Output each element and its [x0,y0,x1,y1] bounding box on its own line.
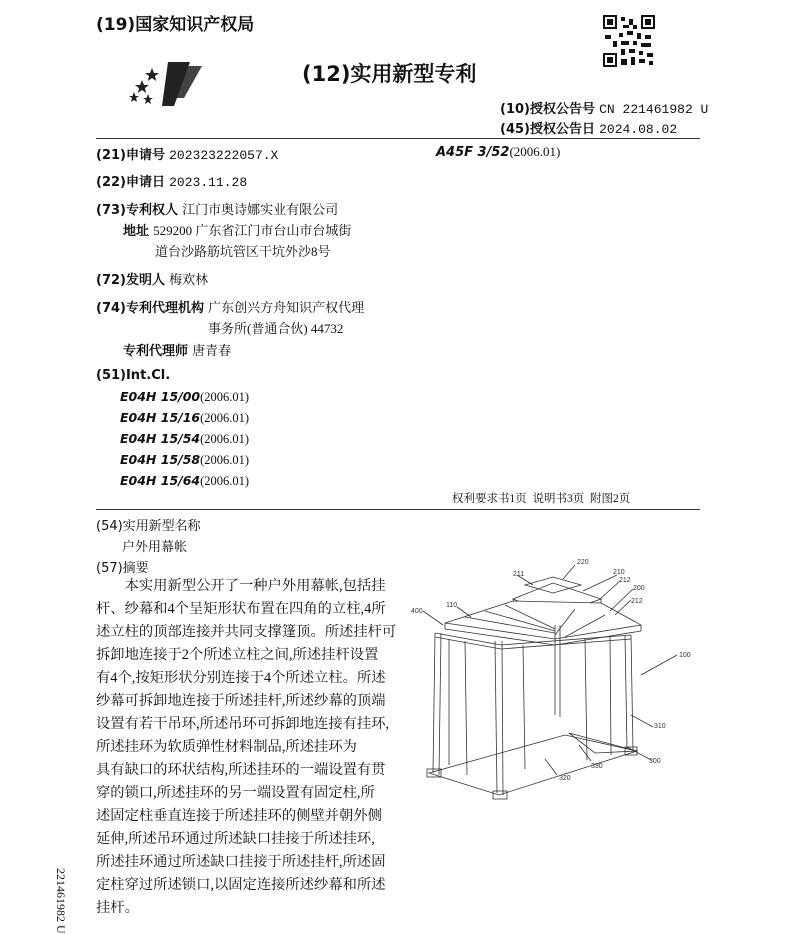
document-type: (12)实用新型专利 [302,62,477,86]
abstract-line: 杆、纱幕和4个呈矩形状布置在四角的立柱,4所 [96,601,386,617]
classification-row [436,144,560,160]
intcl-code: E04H 15/64 [120,473,201,488]
figure-label: 212 [619,577,631,584]
office-name: (19)国家知识产权局 [96,15,255,35]
filing-date: 2023.11.28 [169,175,248,190]
abstract-line: 述固定柱垂直连接于所述挂环的侧壁并朝外侧 [96,808,382,824]
agency-line-2: 事务所(普通合伙) 44732 [208,321,344,336]
intcl-version: (2006.01) [200,411,250,425]
patentee-label: (73)专利权人 [96,203,178,218]
abstract-line: 穿的锁口,所述挂环的另一端设置有固定柱,所 [96,785,375,801]
patent-figure [405,555,705,805]
intcl-row [96,368,170,383]
figure-label: 400 [411,608,423,615]
side-publication-number: 221461982 U [54,868,68,934]
address-row [123,220,351,239]
abstract-line: 拆卸地连接于2个所述立柱之间,所述挂杆设置 [96,647,379,663]
abstract-line: 延伸,所述吊环通过所述缺口挂接于所述挂环, [96,831,375,847]
intcl-item [120,452,249,468]
publication-date-row [500,118,677,137]
inventor-label: (72)发明人 [96,273,165,288]
abstract-line: 纱幕可拆卸地连接于所述挂杆,所述纱幕的顶端 [96,693,386,709]
classification-code: A45F 3/52 [436,145,510,160]
figure-label: 300 [649,758,661,765]
abstract-line: 述立柱的顶部连接并共同支撑篷顶。所述挂杆可 [96,624,397,640]
application-number-row [96,144,278,163]
address-line-2-row [155,241,331,260]
agency-line-1: 广东创兴方舟知识产权代理 [208,300,365,315]
intcl-version: (2006.01) [200,432,250,446]
inventor: 梅欢林 [169,272,209,287]
agency-label: (74)专利代理机构 [96,301,204,316]
address-label: 地址 [123,224,150,239]
figure-label: 210 [613,569,625,576]
intcl-code: E04H 15/54 [120,431,201,446]
abstract-line: 具有缺口的环状结构,所述挂环的一端设置有贯 [96,762,386,778]
figure-label: 220 [577,559,589,566]
intcl-version: (2006.01) [200,390,250,404]
agent: 唐青春 [192,343,232,358]
agency-row [96,297,364,316]
agent-label: 专利代理师 [123,344,189,359]
intcl-code: E04H 15/00 [120,389,201,404]
page-counts: 权利要求书1页 说明书3页 附图2页 [452,493,631,505]
inventor-row [96,269,208,288]
intcl-code: E04H 15/58 [120,452,201,467]
intcl-label: (51)Int.Cl. [96,368,171,383]
abstract-line: 所述挂环通过所述缺口挂接于所述挂杆,所述固 [96,854,386,870]
application-number-label: (21)申请号 [96,148,165,163]
figure-label: 310 [654,723,666,730]
figure-label: 320 [559,775,571,782]
publication-number-label: (10)授权公告号 [500,102,595,117]
office-logo [128,58,208,108]
classification-version: (2006.01) [509,144,561,159]
qr-code [603,15,655,67]
publication-number-row [500,98,708,117]
abstract-line: 定柱穿过所述锁口,以固定连接所述纱幕和所述 [96,877,386,893]
address-line-1: 529200 广东省江门市台山市台城街 [153,223,352,238]
address-line-2: 道台沙路筋坑管区干坑外沙8号 [155,244,331,259]
abstract-line: 本实用新型公开了一种户外用幕帐,包括挂 [96,578,386,594]
section-divider [96,509,700,510]
abstract-line: 所述挂环为软质弹性材料制品,所述挂环为 [96,739,357,755]
figure-label: 211 [513,571,525,578]
abstract-line: 设置有若干吊环,所述吊环可拆卸地连接有挂环, [96,716,390,732]
abstract-line: 挂杆。 [96,900,139,916]
intcl-item [120,389,249,405]
agency-line-2-row [208,318,343,337]
application-number: 202323222057.X [169,148,279,163]
patentee-row [96,199,338,218]
figure-label: 330 [591,763,603,770]
patentee: 江门市奥诗娜实业有限公司 [182,202,339,217]
intcl-version: (2006.01) [200,474,250,488]
figure-label: 110 [446,602,458,609]
abstract-label: (57)摘要 [96,561,149,576]
figure-label: 212 [631,598,643,605]
intcl-version: (2006.01) [200,453,250,467]
publication-date: 2024.08.02 [599,122,678,137]
filing-date-row [96,171,247,190]
agent-row [123,340,231,359]
intcl-item [120,410,249,426]
figure-label: 100 [679,652,691,659]
utility-model-name: 户外用幕帐 [122,539,188,554]
abstract-line: 有4个,按矩形状分别连接于4个所述立柱。所述 [96,670,386,686]
intcl-code: E04H 15/16 [120,410,201,425]
publication-date-label: (45)授权公告日 [500,122,595,137]
utility-model-name-label: (54)实用新型名称 [96,519,201,534]
filing-date-label: (22)申请日 [96,175,165,190]
figure-label: 200 [633,585,645,592]
header-divider [96,138,700,139]
intcl-item [120,431,249,447]
intcl-item [120,473,249,489]
publication-number: CN 221461982 U [599,102,709,117]
